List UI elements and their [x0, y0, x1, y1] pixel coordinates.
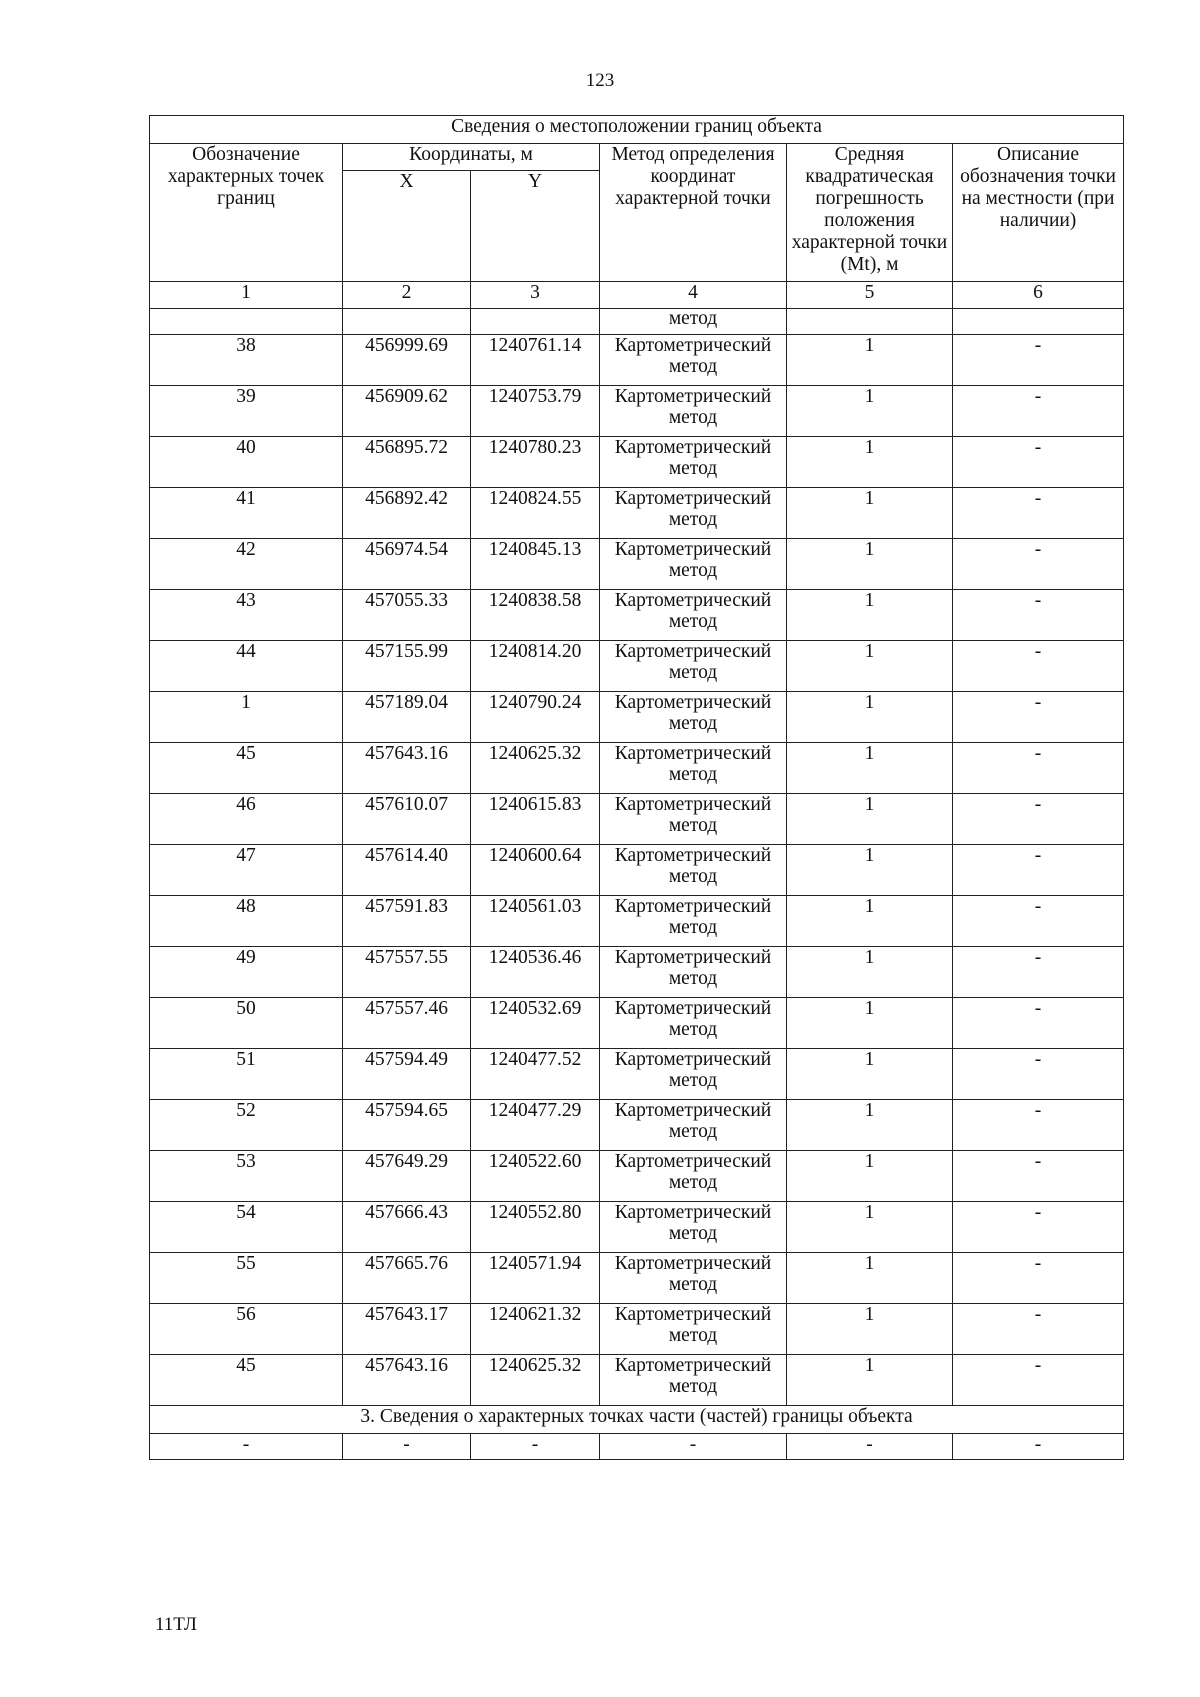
- method-cell: Картометрический метод: [600, 386, 787, 437]
- continued-cell: [787, 309, 953, 335]
- description-cell: -: [953, 437, 1124, 488]
- y-cell: 1240532.69: [471, 998, 600, 1049]
- description-cell: -: [953, 1151, 1124, 1202]
- y-cell: 1240845.13: [471, 539, 600, 590]
- x-cell: 457055.33: [343, 590, 471, 641]
- y-cell: 1240477.52: [471, 1049, 600, 1100]
- section-3-values-row: [150, 1434, 1124, 1460]
- error-cell: 1: [787, 794, 953, 845]
- table-row: [150, 1304, 1124, 1355]
- header-point-designation: Обозначение характерных точек границ: [150, 144, 343, 282]
- x-cell: 457643.17: [343, 1304, 471, 1355]
- x-cell: 457557.55: [343, 947, 471, 998]
- x-cell: 457610.07: [343, 794, 471, 845]
- method-cell: Картометрический метод: [600, 947, 787, 998]
- x-cell: 456892.42: [343, 488, 471, 539]
- y-cell: 1240561.03: [471, 896, 600, 947]
- table-row: [150, 1202, 1124, 1253]
- column-number-row: [150, 282, 1124, 309]
- y-cell: 1240621.32: [471, 1304, 600, 1355]
- column-number: 6: [953, 282, 1124, 309]
- table-row: [150, 1253, 1124, 1304]
- point-cell: 54: [150, 1202, 343, 1253]
- description-cell: -: [953, 1100, 1124, 1151]
- column-number: 5: [787, 282, 953, 309]
- x-cell: 457594.49: [343, 1049, 471, 1100]
- error-cell: 1: [787, 1304, 953, 1355]
- x-cell: 457155.99: [343, 641, 471, 692]
- x-cell: 457643.16: [343, 1355, 471, 1406]
- table-row: [150, 845, 1124, 896]
- column-number: 1: [150, 282, 343, 309]
- table-row: [150, 641, 1124, 692]
- table-title-row: [150, 116, 1124, 144]
- header-x: X: [343, 171, 471, 282]
- x-cell: 457614.40: [343, 845, 471, 896]
- continued-row: [150, 309, 1124, 335]
- x-cell: 457643.16: [343, 743, 471, 794]
- table-row: [150, 743, 1124, 794]
- column-number: 2: [343, 282, 471, 309]
- x-cell: 456895.72: [343, 437, 471, 488]
- column-number: 4: [600, 282, 787, 309]
- point-cell: 52: [150, 1100, 343, 1151]
- header-row: [150, 144, 1124, 171]
- section-3-value: -: [787, 1434, 953, 1460]
- table-row: [150, 1355, 1124, 1406]
- y-cell: 1240522.60: [471, 1151, 600, 1202]
- table-row: [150, 947, 1124, 998]
- x-cell: 457594.65: [343, 1100, 471, 1151]
- x-cell: 457189.04: [343, 692, 471, 743]
- table-row: [150, 998, 1124, 1049]
- description-cell: -: [953, 947, 1124, 998]
- description-cell: -: [953, 386, 1124, 437]
- section-3-value: -: [600, 1434, 787, 1460]
- error-cell: 1: [787, 539, 953, 590]
- page-number: 123: [585, 70, 615, 91]
- table-title: Сведения о местоположении границ объекта: [150, 116, 1124, 144]
- table-row: [150, 794, 1124, 845]
- y-cell: 1240536.46: [471, 947, 600, 998]
- x-cell: 456909.62: [343, 386, 471, 437]
- error-cell: 1: [787, 1151, 953, 1202]
- method-cell: Картометрический метод: [600, 845, 787, 896]
- table-row: [150, 692, 1124, 743]
- x-cell: 456974.54: [343, 539, 471, 590]
- y-cell: 1240477.29: [471, 1100, 600, 1151]
- method-cell: Картометрический метод: [600, 1355, 787, 1406]
- description-cell: -: [953, 998, 1124, 1049]
- description-cell: -: [953, 641, 1124, 692]
- point-cell: 55: [150, 1253, 343, 1304]
- error-cell: 1: [787, 896, 953, 947]
- description-cell: -: [953, 1355, 1124, 1406]
- error-cell: 1: [787, 845, 953, 896]
- method-cell: Картометрический метод: [600, 488, 787, 539]
- point-cell: 38: [150, 335, 343, 386]
- section-3-value: -: [150, 1434, 343, 1460]
- y-cell: 1240753.79: [471, 386, 600, 437]
- point-cell: 49: [150, 947, 343, 998]
- error-cell: 1: [787, 998, 953, 1049]
- method-cell: Картометрический метод: [600, 794, 787, 845]
- error-cell: 1: [787, 488, 953, 539]
- error-cell: 1: [787, 692, 953, 743]
- method-cell: Картометрический метод: [600, 641, 787, 692]
- y-cell: 1240838.58: [471, 590, 600, 641]
- point-cell: 50: [150, 998, 343, 1049]
- description-cell: -: [953, 743, 1124, 794]
- point-cell: 40: [150, 437, 343, 488]
- continued-cell: [150, 309, 343, 335]
- table-row: [150, 590, 1124, 641]
- description-cell: -: [953, 488, 1124, 539]
- error-cell: 1: [787, 590, 953, 641]
- description-cell: -: [953, 896, 1124, 947]
- description-cell: -: [953, 845, 1124, 896]
- description-cell: -: [953, 590, 1124, 641]
- point-cell: 41: [150, 488, 343, 539]
- y-cell: 1240761.14: [471, 335, 600, 386]
- x-cell: 457591.83: [343, 896, 471, 947]
- description-cell: -: [953, 794, 1124, 845]
- point-cell: 42: [150, 539, 343, 590]
- point-cell: 45: [150, 1355, 343, 1406]
- continued-cell: [471, 309, 600, 335]
- y-cell: 1240552.80: [471, 1202, 600, 1253]
- table-row: [150, 1151, 1124, 1202]
- y-cell: 1240824.55: [471, 488, 600, 539]
- y-cell: 1240814.20: [471, 641, 600, 692]
- footer-code: 11ТЛ: [155, 1614, 197, 1635]
- table-row: [150, 539, 1124, 590]
- error-cell: 1: [787, 437, 953, 488]
- table-row: [150, 896, 1124, 947]
- y-cell: 1240615.83: [471, 794, 600, 845]
- method-cell: Картометрический метод: [600, 896, 787, 947]
- x-cell: 456999.69: [343, 335, 471, 386]
- method-cell: Картометрический метод: [600, 1049, 787, 1100]
- point-cell: 47: [150, 845, 343, 896]
- section-3-row: [150, 1406, 1124, 1434]
- method-cell: Картометрический метод: [600, 1151, 787, 1202]
- point-cell: 39: [150, 386, 343, 437]
- point-cell: 46: [150, 794, 343, 845]
- method-cell: Картометрический метод: [600, 1253, 787, 1304]
- x-cell: 457649.29: [343, 1151, 471, 1202]
- header-coordinates: Координаты, м: [343, 144, 600, 171]
- error-cell: 1: [787, 1100, 953, 1151]
- section-3-value: -: [953, 1434, 1124, 1460]
- point-cell: 45: [150, 743, 343, 794]
- table-row: [150, 335, 1124, 386]
- description-cell: -: [953, 692, 1124, 743]
- error-cell: 1: [787, 743, 953, 794]
- description-cell: -: [953, 335, 1124, 386]
- method-cell: Картометрический метод: [600, 1202, 787, 1253]
- point-cell: 1: [150, 692, 343, 743]
- header-method: Метод определения координат характерной точки: [600, 144, 787, 282]
- continued-method: метод: [600, 309, 787, 335]
- y-cell: 1240600.64: [471, 845, 600, 896]
- method-cell: Картометрический метод: [600, 590, 787, 641]
- x-cell: 457666.43: [343, 1202, 471, 1253]
- point-cell: 44: [150, 641, 343, 692]
- error-cell: 1: [787, 641, 953, 692]
- error-cell: 1: [787, 335, 953, 386]
- point-cell: 53: [150, 1151, 343, 1202]
- method-cell: Картометрический метод: [600, 539, 787, 590]
- y-cell: 1240571.94: [471, 1253, 600, 1304]
- error-cell: 1: [787, 1049, 953, 1100]
- x-cell: 457665.76: [343, 1253, 471, 1304]
- header-description: Описание обозначения точки на местности (при наличии): [953, 144, 1124, 282]
- y-cell: 1240625.32: [471, 743, 600, 794]
- description-cell: -: [953, 1049, 1124, 1100]
- x-cell: 457557.46: [343, 998, 471, 1049]
- header-error: Средняя квадратическая погрешность положения характерной точки (Mt), м: [787, 144, 953, 282]
- description-cell: -: [953, 539, 1124, 590]
- method-cell: Картометрический метод: [600, 1100, 787, 1151]
- boundary-table: [149, 115, 1124, 1460]
- continued-cell: [343, 309, 471, 335]
- point-cell: 51: [150, 1049, 343, 1100]
- point-cell: 43: [150, 590, 343, 641]
- error-cell: 1: [787, 1202, 953, 1253]
- error-cell: 1: [787, 386, 953, 437]
- error-cell: 1: [787, 1355, 953, 1406]
- method-cell: Картометрический метод: [600, 335, 787, 386]
- point-cell: 48: [150, 896, 343, 947]
- method-cell: Картометрический метод: [600, 998, 787, 1049]
- header-y: Y: [471, 171, 600, 282]
- continued-cell: [953, 309, 1124, 335]
- table-row: [150, 1049, 1124, 1100]
- table-row: [150, 437, 1124, 488]
- column-number: 3: [471, 282, 600, 309]
- y-cell: 1240780.23: [471, 437, 600, 488]
- method-cell: Картометрический метод: [600, 692, 787, 743]
- y-cell: 1240625.32: [471, 1355, 600, 1406]
- section-3-value: -: [343, 1434, 471, 1460]
- section-3-value: -: [471, 1434, 600, 1460]
- method-cell: Картометрический метод: [600, 437, 787, 488]
- table-row: [150, 488, 1124, 539]
- description-cell: -: [953, 1253, 1124, 1304]
- section-3-title: 3. Сведения о характерных точках части (частей) границы объекта: [150, 1406, 1124, 1434]
- point-cell: 56: [150, 1304, 343, 1355]
- method-cell: Картометрический метод: [600, 1304, 787, 1355]
- y-cell: 1240790.24: [471, 692, 600, 743]
- error-cell: 1: [787, 1253, 953, 1304]
- error-cell: 1: [787, 947, 953, 998]
- table-row: [150, 386, 1124, 437]
- description-cell: -: [953, 1304, 1124, 1355]
- description-cell: -: [953, 1202, 1124, 1253]
- method-cell: Картометрический метод: [600, 743, 787, 794]
- table-row: [150, 1100, 1124, 1151]
